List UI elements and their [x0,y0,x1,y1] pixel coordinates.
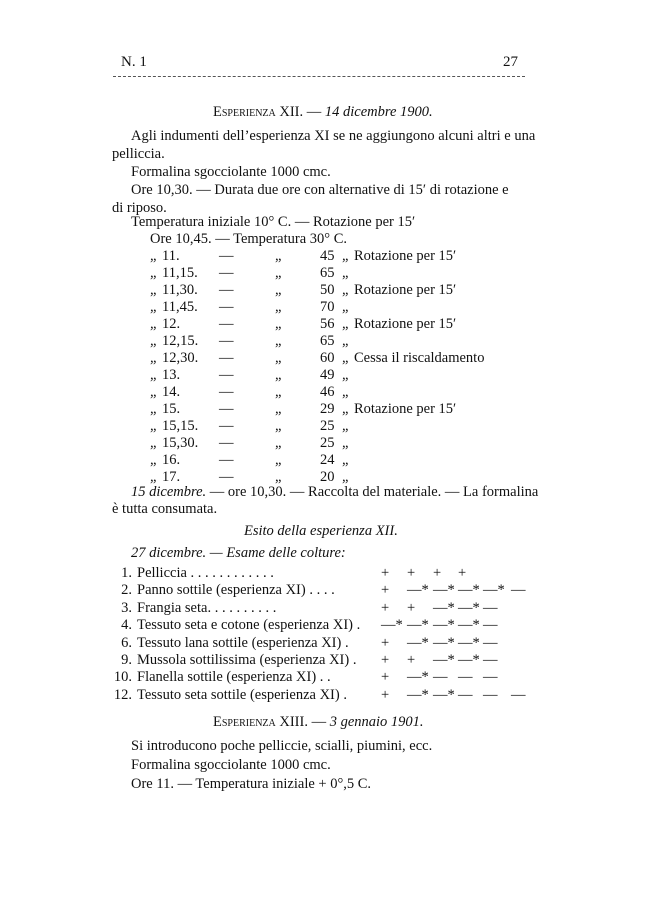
result-mark: —* [433,599,455,616]
result-mark: —* [407,669,429,686]
esito-subtitle-date: 27 dicembre. [131,545,207,561]
result-mark: + [458,565,467,581]
row-ditto-2: „ [275,452,282,468]
row-ditto-2: „ [275,435,282,451]
result-mark: —* [433,582,455,599]
result-label: Pelliccia . . . . . . . . . . . . [137,565,274,581]
row-dash: — [219,299,234,315]
exp13-heading-label: Esperienza [213,714,276,730]
result-mark: —* [433,686,455,703]
result-label: Tessuto seta e cotone (esperienza XI) . [137,617,361,634]
result-mark: — [458,686,473,703]
row-temperature: 25 [320,418,335,434]
result-mark: + [407,599,416,616]
row-dash: — [219,469,234,485]
row-note: Rotazione per 15′ [354,248,457,264]
exp13-p1: Si introducono poche pelliccie, scialli, piumini, ecc. [131,738,433,754]
row-ditto-2: „ [275,401,282,417]
exp12-heading-date: 14 dicembre 1900. [324,104,433,120]
result-mark: —* [458,634,480,651]
row-dash: — [219,384,234,400]
result-number: 6. [121,634,132,651]
row-ditto-3: „ [342,401,349,417]
result-label: Mussola sottilissima (esperienza XI) . [137,652,357,668]
result-mark: + [381,634,390,651]
row-time: 11,45. [162,299,198,315]
result-mark: —* [381,617,403,634]
result-mark: — [483,686,498,703]
result-number: 1. [121,565,132,581]
result-mark: + [381,652,390,668]
result-mark: — [483,599,498,616]
exp13-heading [213,714,424,731]
row-ditto-2: „ [275,418,282,434]
result-number: 10. [113,669,132,686]
exp12-after-line2: è tutta consumata. [112,501,218,517]
row-ditto-2: „ [275,469,282,485]
row-ditto: „ [150,299,157,315]
row-temperature: 45 [320,248,335,264]
row-temperature: 65 [320,265,335,281]
exp12-p1-line1: Agli indumenti dell’esperienza XI se ne aggiungono alcuni altri e una [131,128,536,144]
row-dash: — [219,265,234,281]
row-note: Cessa il riscaldamento [354,350,485,366]
result-mark: + [407,652,416,668]
row-temperature: 70 [320,299,335,315]
exp12-p3-line1: Ore 10,30. — Durata due ore con alternative di 15′ di rotazione e [131,182,509,198]
result-mark: — [483,634,498,651]
row-ditto-3: „ [342,333,349,349]
result-number: 2. [121,582,132,599]
row-dash: — [219,350,234,366]
result-label: Tessuto seta sottile (esperienza XI) . [137,686,347,703]
result-mark: —* [458,599,480,616]
exp12-heading-number: XII. — [279,104,322,120]
result-mark: + [433,565,442,581]
esito-subtitle-text: — Esame delle colture: [209,545,346,561]
exp12-heading-label: Esperienza [213,104,276,120]
header-rule [113,76,525,77]
row-ditto-2: „ [275,384,282,400]
result-mark: —* [458,617,480,634]
row-ditto-3: „ [342,299,349,315]
row-ditto-2: „ [275,316,282,332]
row-temperature: 65 [320,333,335,349]
row-ditto-3: „ [342,452,349,468]
exp13-p2: Formalina sgocciolante 1000 cmc. [131,757,331,773]
row-note: Rotazione per 15′ [354,316,457,332]
row-dash: — [219,316,234,332]
header-section-number: N. 1 [121,54,147,70]
row-dash: — [219,418,234,434]
esito-title: Esito della esperienza XII. [244,523,398,539]
row-ditto: „ [150,265,157,281]
exp13-heading-number: XIII. — [279,714,327,730]
row-temperature: 60 [320,350,335,366]
result-number: 3. [121,599,132,616]
exp12-after-date: 15 dicembre. [131,484,207,500]
result-number: 9. [121,652,132,668]
result-mark: — [483,669,498,686]
row-time: 11. [162,248,180,264]
exp12-p5: Ore 10,45. — Temperatura 30° C. [150,231,347,247]
row-temperature: 24 [320,452,335,468]
result-mark: + [381,686,390,703]
result-mark: + [407,565,416,581]
result-mark: —* [458,582,480,599]
result-mark: —* [433,634,455,651]
result-label: Flanella sottile (esperienza XI) . . [137,669,331,686]
exp13-p3: Ore 11. — Temperatura iniziale + 0°,5 C. [131,776,372,792]
row-note: Rotazione per 15′ [354,401,457,417]
result-mark: + [381,582,390,599]
row-temperature: 46 [320,384,335,400]
row-time: 15,30. [162,435,199,451]
row-ditto: „ [150,384,157,400]
result-mark: —* [407,617,429,634]
result-mark: —* [458,652,480,668]
row-ditto-3: „ [342,384,349,400]
result-mark: — [483,617,498,634]
row-dash: — [219,333,234,349]
row-ditto-2: „ [275,333,282,349]
row-ditto: „ [150,350,157,366]
row-ditto-2: „ [275,350,282,366]
row-time: 12,15. [162,333,199,349]
exp12-after-line1 [131,484,538,501]
row-time: 17. [162,469,181,485]
result-mark: — [511,686,526,703]
row-temperature: 25 [320,435,335,451]
exp12-p1-line2: pelliccia. [112,146,165,162]
result-mark: —* [433,617,455,634]
result-mark: —* [483,582,505,599]
row-ditto-3: „ [342,248,349,264]
exp12-p2: Formalina sgocciolante 1000 cmc. [131,164,331,180]
row-ditto: „ [150,469,157,485]
row-dash: — [219,435,234,451]
result-mark: — [458,669,473,686]
exp12-p4: Temperatura iniziale 10° C. — Rotazione per 15′ [131,214,416,230]
result-number: 12. [113,686,132,703]
result-mark: —* [407,634,429,651]
row-time: 15,15. [162,418,199,434]
row-time: 11,30. [162,282,198,298]
row-ditto: „ [150,435,157,451]
result-mark: — [433,669,448,686]
result-mark: — [511,582,526,599]
exp12-after-text: — ore 10,30. — Raccolta del materiale. — La formalina [209,484,539,500]
exp12-p3-line2: di riposo. [112,200,167,216]
row-ditto-2: „ [275,299,282,315]
result-number: 4. [121,617,132,634]
row-temperature: 50 [320,282,335,298]
row-dash: — [219,248,234,264]
row-ditto: „ [150,248,157,264]
row-time: 14. [162,384,181,400]
row-temperature: 56 [320,316,335,332]
esito-subtitle [131,545,346,562]
result-mark: + [381,599,390,616]
row-ditto-3: „ [342,418,349,434]
row-ditto-3: „ [342,367,349,383]
row-ditto-2: „ [275,367,282,383]
result-label: Frangia seta. . . . . . . . . . [137,599,277,616]
result-mark: + [381,669,390,686]
row-ditto-2: „ [275,265,282,281]
row-ditto-2: „ [275,248,282,264]
row-dash: — [219,401,234,417]
row-ditto-3: „ [342,435,349,451]
row-ditto: „ [150,316,157,332]
row-ditto-3: „ [342,282,349,298]
row-ditto: „ [150,367,157,383]
row-temperature: 49 [320,367,335,383]
row-ditto: „ [150,333,157,349]
row-time: 11,15. [162,265,198,281]
row-dash: — [219,452,234,468]
row-ditto-2: „ [275,282,282,298]
result-mark: —* [407,686,429,703]
row-ditto: „ [150,401,157,417]
row-ditto-3: „ [342,316,349,332]
result-mark: — [483,652,498,668]
result-label: Tessuto lana sottile (esperienza XI) . [137,634,349,651]
row-temperature: 20 [320,469,335,485]
row-ditto-3: „ [342,350,349,366]
row-ditto-3: „ [342,265,349,281]
page-number: 27 [503,54,518,70]
row-time: 12. [162,316,181,332]
row-dash: — [219,282,234,298]
row-ditto: „ [150,452,157,468]
exp13-heading-date: 3 gennaio 1901. [329,714,424,730]
row-time: 16. [162,452,181,468]
row-ditto: „ [150,418,157,434]
row-time: 15. [162,401,181,417]
row-temperature: 29 [320,401,335,417]
row-ditto-3: „ [342,469,349,485]
exp12-heading [213,104,433,121]
result-mark: —* [407,582,429,599]
result-label: Panno sottile (esperienza XI) . . . . [137,582,335,599]
row-ditto: „ [150,282,157,298]
row-dash: — [219,367,234,383]
result-mark: —* [433,652,455,668]
row-note: Rotazione per 15′ [354,282,457,298]
result-mark: + [381,565,390,581]
row-time: 13. [162,367,181,383]
row-time: 12,30. [162,350,199,366]
